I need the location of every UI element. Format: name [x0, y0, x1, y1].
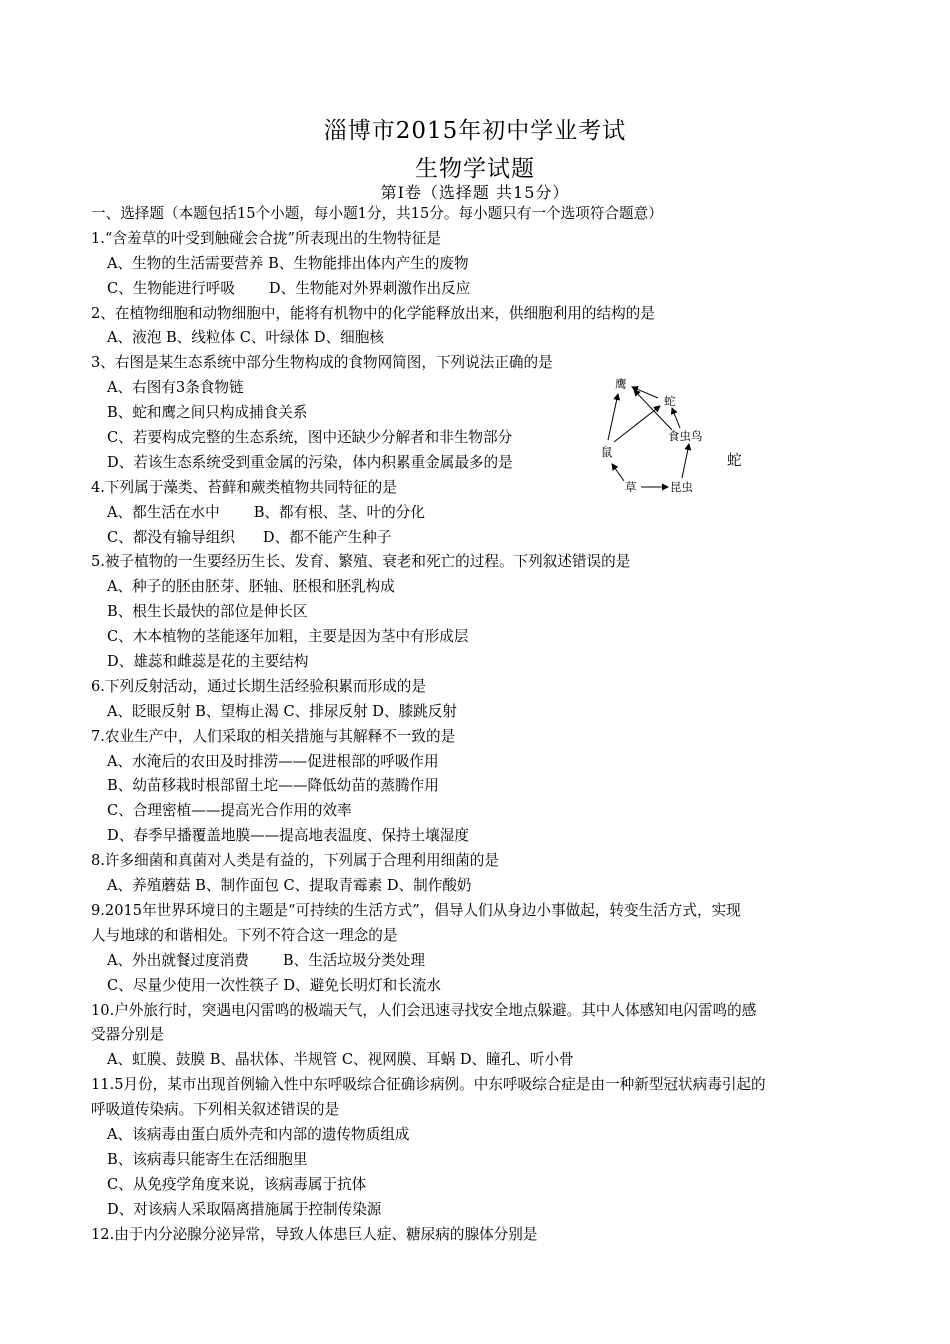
q8-stem: 8.许多细菌和真菌对人类是有益的，下列属于合理利用细菌的是	[91, 852, 499, 870]
q8-options: A、养殖蘑菇 B、制作面包 C、提取青霉素 D、制作酸奶	[107, 877, 472, 895]
q5-option-c: C、木本植物的茎能逐年加粗，主要是因为茎中有形成层	[107, 628, 469, 646]
q1-options-cd	[91, 277, 871, 302]
section-heading: 一、选择题（本题包括15个小题，每小题1分，共15分。每小题只有一个选项符合题意）	[91, 205, 663, 222]
q5-stem: 5.被子植物的一生要经历生长、发育、繁殖、衰老和死亡的过程。下列叙述错误的是	[91, 553, 631, 571]
q7-option-c: C、合理密植——提高光合作用的效率	[107, 802, 352, 820]
q1-options-ab: A、生物的生活需要营养 B、生物能排出体内产生的废物	[107, 254, 469, 272]
q12-stem: 12.由于内分泌腺分泌异常，导致人体患巨人症、糖尿病的腺体分别是	[91, 1225, 538, 1243]
q7-stem: 7.农业生产中，人们采取的相关措施与其解释不一致的是	[91, 727, 456, 745]
q4-option-c: C、都没有输导组织	[107, 528, 235, 546]
node-snake: 蛇	[664, 394, 676, 408]
exam-title: 淄博市2015年初中学业考试	[323, 118, 627, 144]
q4-option-d: D、都不能产生种子	[262, 528, 392, 546]
q4-option-a: A、都生活在水中	[107, 503, 220, 521]
q11-option-a: A、该病毒由蛋白质外壳和内部的遗传物质组成	[107, 1125, 410, 1143]
node-bird: 食虫鸟	[668, 429, 703, 443]
q3-stem: 3、右图是某生态系统中部分生物构成的食物网简图，下列说法正确的是	[91, 354, 553, 372]
node-mouse: 鼠	[601, 445, 613, 459]
q4-options-ab	[91, 501, 871, 526]
q1-option-c: C、生物能进行呼吸	[107, 279, 235, 297]
q11-option-b: B、该病毒只能寄生在活细胞里	[107, 1150, 308, 1168]
arrow-mouse-to-eagle	[608, 394, 618, 440]
q9-option-a: A、外出就餐过度消费	[107, 951, 249, 969]
q4-option-b: B、都有根、茎、叶的分化	[253, 503, 425, 521]
q11-option-c: C、从免疫学角度来说，该病毒属于抗体	[107, 1175, 367, 1193]
q1-option-d: D、生物能对外界刺激作出反应	[268, 279, 471, 297]
q2-stem: 2、在植物细胞和动物细胞中，能将有机物中的化学能释放出来，供细胞利用的结构的是	[91, 304, 655, 322]
q4-options-cd	[91, 526, 871, 551]
q11-option-d: D、对该病人采取隔离措施属于控制传染源	[107, 1200, 382, 1218]
q9-stem-line1: 9.2015年世界环境日的主题是“可持续的生活方式”，倡导人们从身边小事做起，转变生活方式，实现	[91, 901, 741, 919]
arrow-grass-to-mouse	[612, 464, 624, 481]
q9-options-cd: C、尽量少使用一次性筷子 D、避免长明灯和长流水	[107, 976, 441, 994]
q6-stem: 6.下列反射活动，通过长期生活经验积累而形成的是	[91, 677, 426, 695]
q3-option-b: B、蛇和鹰之间只构成捕食关系	[107, 404, 308, 422]
q10-stem-line2: 受器分别是	[91, 1026, 164, 1044]
q9-option-b: B、生活垃圾分类处理	[282, 951, 425, 969]
q7-option-a: A、水淹后的农田及时排涝——促进根部的呼吸作用	[107, 752, 439, 770]
arrow-insect-to-bird	[682, 444, 689, 478]
node-grass: 草	[625, 480, 637, 494]
q3-option-c: C、若要构成完整的生态系统，图中还缺少分解者和非生物部分	[107, 429, 513, 447]
arrow-mouse-to-snake	[614, 406, 660, 442]
exam-subject: 生物学试题	[415, 156, 535, 182]
q11-stem-line1: 11.5月份，某市出现首例输入性中东呼吸综合征确诊病例。中东呼吸综合症是由一种新型冠状病毒引起的	[91, 1076, 766, 1094]
q7-option-b: B、幼苗移栽时根部留土坨——降低幼苗的蒸腾作用	[107, 777, 439, 795]
q9-options-ab	[91, 949, 871, 974]
q2-options: A、液泡 B、线粒体 C、叶绿体 D、细胞核	[107, 329, 384, 347]
q9-stem-line2: 人与地球的和谐相处。下列不符合这一理念的是	[91, 926, 398, 944]
q4-stem: 4.下列属于藻类、苔藓和蕨类植物共同特征的是	[91, 478, 397, 496]
q1-stem: 1.“含羞草的叶受到触碰会合拢”所表现出的生物特征是	[91, 229, 441, 247]
q3-option-d: D、若该生态系统受到重金属的污染，体内积累重金属最多的是	[107, 453, 513, 471]
q10-stem-line1: 10.户外旅行时，突遇电闪雷鸣的极端天气，人们会迅速寻找安全地点躲避。其中人体感知电闪雷鸣的感	[91, 1001, 757, 1019]
q7-option-d: D、春季早播覆盖地膜——提高地表温度、保持土壤湿度	[107, 827, 469, 845]
q5-option-a: A、种子的胚由胚芽、胚轴、胚根和胚乳构成	[107, 578, 395, 596]
food-web-diagram	[592, 368, 742, 503]
q3-option-d-answer: 蛇	[727, 452, 742, 469]
q6-options: A、眨眼反射 B、望梅止渴 C、排尿反射 D、膝跳反射	[107, 702, 457, 720]
node-eagle: 鹰	[615, 377, 627, 391]
arrow-bird-to-snake	[672, 408, 680, 428]
q11-stem-line2: 呼吸道传染病。下列相关叙述错误的是	[91, 1101, 340, 1119]
question-list	[91, 202, 871, 1247]
q5-option-b: B、根生长最快的部位是伸长区	[107, 603, 308, 621]
q5-option-d: D、雄蕊和雌蕊是花的主要结构	[107, 653, 309, 671]
exam-part: 第Ⅰ卷（选择题 共15分）	[380, 183, 570, 202]
q10-options: A、虹膜、鼓膜 B、晶状体、半规管 C、视网膜、耳蜗 D、瞳孔、听小骨	[107, 1051, 574, 1069]
q3-option-a: A、右图有3条食物链	[107, 379, 244, 397]
node-insect: 昆虫	[670, 480, 693, 494]
